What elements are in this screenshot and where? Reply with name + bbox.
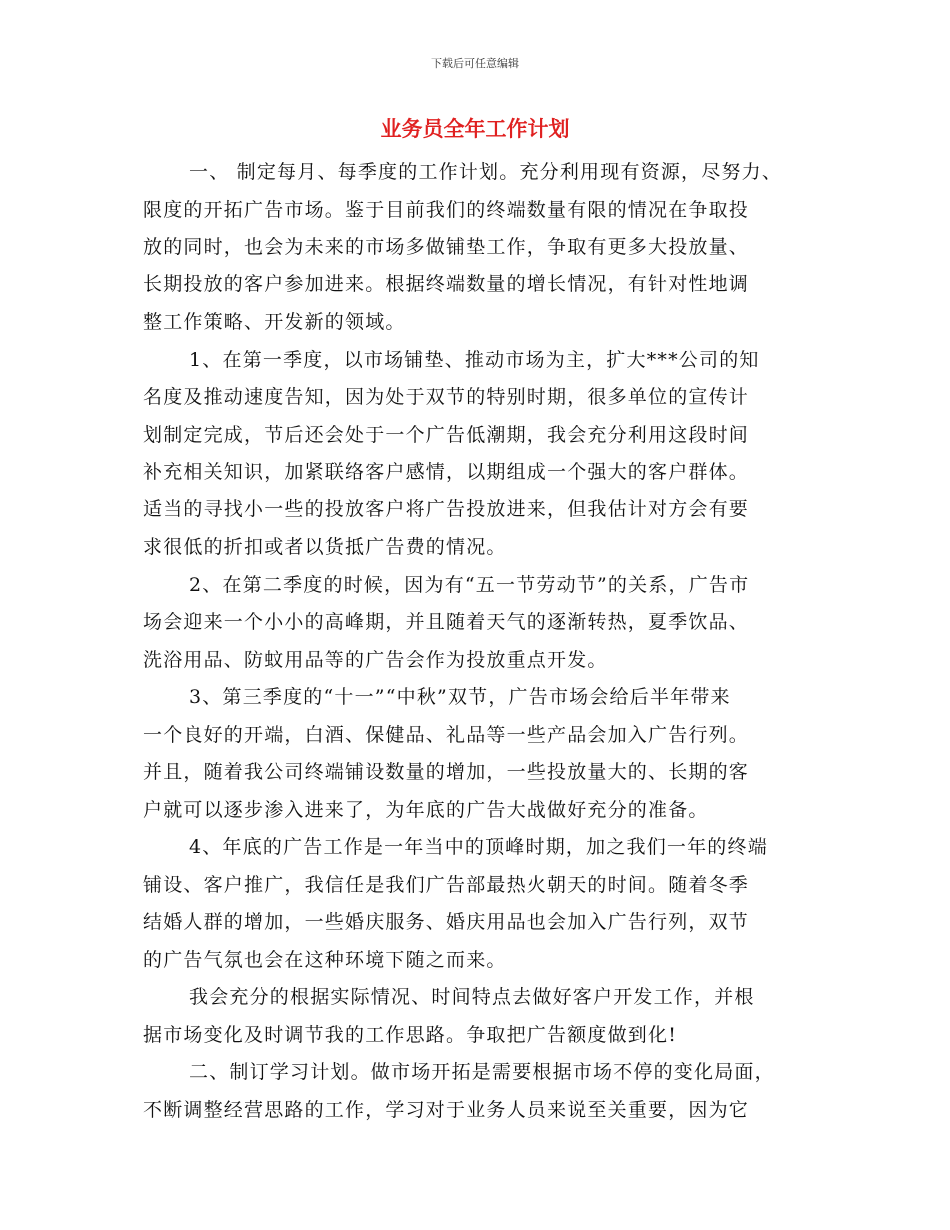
text-line: 户就可以逐步渗入进来了，为年底的广告大战做好充分的准备。: [143, 799, 709, 821]
text-line: 名度及推动速度告知，因为处于双节的特别时期，很多单位的宣传计: [143, 386, 750, 408]
text-line: 据市场变化及时调节我的工作思路。争取把广告额度做到化!: [143, 1024, 678, 1046]
text-line: 适当的寻找小一些的投放客户将广告投放进来，但我估计对方会有要: [143, 498, 750, 520]
text-line: 结婚人群的增加，一些婚庆服务、婚庆用品也会加入广告行列，双节: [143, 911, 750, 933]
page-header-note: 下载后可任意编辑: [431, 57, 519, 70]
text-line: 求很低的折扣或者以货抵广告费的情况。: [143, 536, 507, 558]
text-line: 一、 制定每月、每季度的工作计划。充分利用现有资源，尽努力、: [189, 161, 783, 183]
text-line: 长期投放的客户参加进来。根据终端数量的增长情况，有针对性地调: [143, 273, 750, 295]
text-line: 1、在第一季度，以市场铺垫、推动市场为主，扩大***公司的知: [189, 349, 760, 371]
text-line: 铺设、客户推广，我信任是我们广告部最热火朝天的时间。随着冬季: [143, 874, 750, 896]
text-line: 并且，随着我公司终端铺设数量的增加，一些投放量大的、长期的客: [143, 761, 750, 783]
text-line: 不断调整经营思路的工作，学习对于业务人员来说至关重要，因为它: [143, 1099, 750, 1121]
text-line: 我会充分的根据实际情况、时间特点去做好客户开发工作，并根: [189, 986, 755, 1008]
text-line: 2、在第二季度的时候，因为有“五一节劳动节”的关系，广告市: [189, 574, 750, 596]
text-line: 一个良好的开端，白酒、保健品、礼品等一些产品会加入广告行列。: [143, 724, 750, 746]
text-line: 4、年底的广告工作是一年当中的顶峰时期，加之我们一年的终端: [189, 836, 768, 858]
text-line: 场会迎来一个小小的高峰期，并且随着天气的逐渐转热，夏季饮品、: [143, 611, 750, 633]
document-title: 业务员全年工作计划: [380, 117, 570, 141]
text-line: 的广告气氛也会在这种环境下随之而来。: [143, 949, 507, 971]
text-line: 3、第三季度的“十一”“中秋”双节，广告市场会给后半年带来: [189, 686, 731, 708]
text-line: 洗浴用品、防蚊用品等的广告会作为投放重点开发。: [143, 649, 608, 671]
text-line: 二、制订学习计划。做市场开拓是需要根据市场不停的变化局面，: [189, 1061, 775, 1083]
text-line: 放的同时，也会为未来的市场多做铺垫工作，争取有更多大投放量、: [143, 236, 750, 258]
text-line: 整工作策略、开发新的领域。: [143, 311, 406, 333]
text-line: 补充相关知识，加紧联络客户感情，以期组成一个强大的客户群体。: [143, 461, 750, 483]
text-line: 限度的开拓广告市场。鉴于目前我们的终端数量有限的情况在争取投: [143, 199, 750, 221]
text-line: 划制定完成，节后还会处于一个广告低潮期，我会充分利用这段时间: [143, 424, 750, 446]
